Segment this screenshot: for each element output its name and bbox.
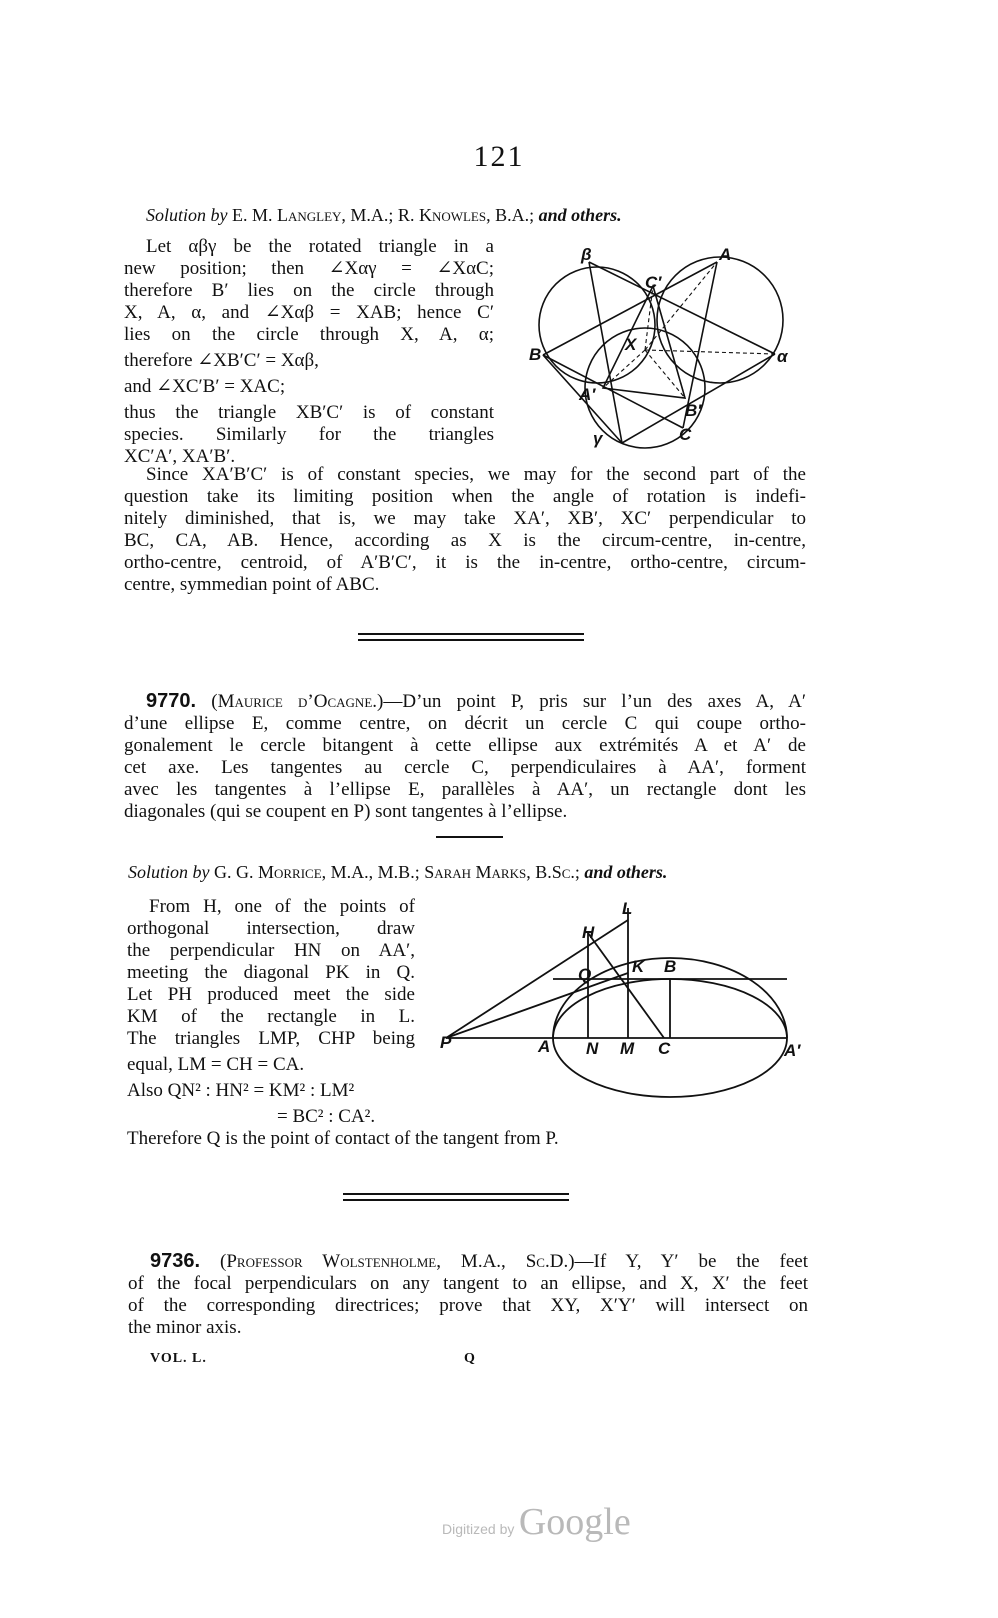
- line-PK: [446, 973, 628, 1038]
- label-P: P: [440, 1033, 452, 1052]
- line-beta-gamma: [589, 262, 622, 443]
- page-number: 121: [473, 140, 525, 173]
- question-9770: [124, 690, 806, 823]
- line-gamma-alpha: [622, 354, 775, 443]
- label-X: X: [625, 335, 637, 354]
- question-first-line: [124, 690, 806, 713]
- text-line: Let PH produced meet the side: [127, 984, 415, 1005]
- text-line: diagonales (qui se coupent en P) sont tangentes à l’ellipse.: [124, 801, 568, 822]
- label-C: C: [658, 1039, 671, 1058]
- solution-2-byline: [128, 862, 667, 883]
- text-line: and ∠XC′B′ = XAC;: [124, 376, 286, 397]
- text-line: question take its limiting position when the angle of rotation is indefi-: [124, 486, 806, 507]
- label-Q: Q: [578, 965, 592, 984]
- text-line: therefore B′ lies on the circle through: [124, 280, 494, 301]
- label-B-prime: B′: [685, 401, 702, 420]
- label-gamma: γ: [593, 429, 603, 448]
- text-line: BC, CA, AB. Hence, according as X is the circum-centre, in-centre,: [124, 530, 806, 551]
- byline-authors: E. M. Langley, M.A.; R. Knowles, B.A.;: [232, 205, 535, 225]
- byline-prefix: Solution by: [128, 862, 210, 882]
- text-line: ortho-centre, centroid, of A′B′C′, it is the in-centre, ortho-centre, circum-: [124, 552, 806, 573]
- question-author: (Maurice d’Ocagne.)—: [211, 691, 403, 712]
- text-line: the minor axis.: [128, 1317, 242, 1338]
- footer-volume: VOL. L.: [150, 1351, 207, 1366]
- question-number: 9736.: [150, 1250, 201, 1272]
- label-H: H: [582, 923, 595, 942]
- label-B: B: [664, 957, 677, 976]
- label-A-prime: A′: [579, 385, 596, 404]
- text-line: equal, LM = CH = CA.: [127, 1054, 305, 1075]
- label-M: M: [620, 1039, 635, 1058]
- footer-signature: Q: [464, 1351, 476, 1366]
- text-line: From H, one of the points of: [149, 896, 415, 917]
- text-line: Therefore Q is the point of contact of the tangent from P.: [127, 1128, 559, 1149]
- text-line: Also QN² : HN² = KM² : LM²: [127, 1080, 355, 1101]
- text-line: species. Similarly for the triangles: [124, 424, 494, 445]
- divider-rule: [358, 633, 584, 635]
- text-line: avec les tangentes à l’ellipse E, parallèles à AA′, un rectangle dont les: [124, 779, 806, 800]
- text-line: nitely diminished, that is, we may take XA′, XB′, XC′ perpendicular to: [124, 508, 806, 529]
- question-author: (Professor Wolstenholme, M.A., Sc.D.)—: [220, 1251, 594, 1272]
- text-line: orthogonal intersection, draw: [127, 918, 415, 939]
- text-line: Let αβγ be the rotated triangle in a: [146, 236, 494, 257]
- question-9736: [128, 1250, 808, 1339]
- label-A-prime: A′: [784, 1041, 801, 1060]
- short-rule: [436, 836, 503, 838]
- label-K: K: [632, 957, 645, 976]
- circle-left: [539, 267, 655, 383]
- text-line: meeting the diagonal PK in Q.: [127, 962, 415, 983]
- byline-and-others: and others.: [538, 205, 622, 225]
- text-line: of the corresponding directrices; prove that XY, X′Y′ will intersect on: [128, 1295, 808, 1316]
- text-line: d’une ellipse E, comme centre, on décrit un cercle C qui coupe ortho-: [124, 713, 806, 734]
- text-line: lies on the circle through X, A, α;: [124, 324, 494, 345]
- label-L: L: [622, 899, 633, 918]
- text-line: = BC² : CA².: [277, 1106, 376, 1127]
- question-first-line: [128, 1250, 808, 1273]
- solution-1-byline: [146, 205, 622, 226]
- label-A: A: [538, 1037, 551, 1056]
- label-A: A: [719, 245, 732, 264]
- line-HC: [588, 933, 664, 1038]
- label-alpha: α: [777, 347, 788, 366]
- figure-rotated-triangle: [525, 238, 800, 456]
- text-line: of the focal perpendiculars on any tangent to an ellipse, and X, X′ the feet: [128, 1273, 808, 1294]
- solution-1-text: [124, 236, 494, 468]
- label-C-prime: C′: [645, 273, 662, 292]
- label-B: B: [529, 345, 542, 364]
- watermark-brand: Google: [518, 1501, 631, 1543]
- byline-authors: G. G. Morrice, M.A., M.B.; Sarah Marks, B.Sc.;: [214, 862, 580, 882]
- watermark-prefix: Digitized by: [442, 1521, 515, 1537]
- text-line: X, A, α, and ∠Xαβ = XAB; hence C′: [124, 302, 494, 323]
- label-C: C: [679, 425, 692, 444]
- text-line: therefore ∠XB′C′ = Xαβ,: [124, 350, 319, 371]
- label-N: N: [586, 1039, 599, 1058]
- divider-rule: [343, 1199, 569, 1201]
- text-line: cet axe. Les tangentes au cercle C, perpendiculaires à AA′, forment: [124, 757, 806, 778]
- divider-rule: [358, 639, 584, 641]
- solution-1-continuation: [124, 464, 806, 596]
- byline-and-others: and others.: [584, 862, 668, 882]
- digitized-watermark: [442, 1500, 631, 1544]
- text-line: If Y, Y′ be the feet: [593, 1251, 809, 1272]
- text-line: centre, symmedian point of ABC.: [124, 574, 380, 595]
- byline-prefix: Solution by: [146, 205, 228, 225]
- text-line: KM of the rectangle in L.: [127, 1006, 415, 1027]
- text-line: the perpendicular HN on AA′,: [127, 940, 415, 961]
- figure-ellipse-rectangle: [436, 898, 806, 1116]
- label-beta: β: [581, 245, 592, 264]
- text-line: gonalement le cercle bitangent à cette ellipse aux extrémités A et A′ de: [124, 735, 806, 756]
- text-line: D’un point P, pris sur l’un des axes A, A′: [402, 691, 807, 712]
- solution-2-text: [127, 896, 415, 1128]
- text-line: thus the triangle XB′C′ is of constant: [124, 402, 494, 423]
- solution-2-conclusion: [127, 1128, 809, 1150]
- question-number: 9770.: [146, 690, 197, 712]
- text-line: new position; then ∠Xαγ = ∠XαC;: [124, 258, 494, 279]
- text-line: XC′A′, XA′B′.: [124, 446, 236, 467]
- divider-rule: [343, 1193, 569, 1195]
- text-line: Since XA′B′C′ is of constant species, we may for the second part of the: [146, 464, 806, 485]
- text-line: The triangles LMP, CHP being: [127, 1028, 415, 1049]
